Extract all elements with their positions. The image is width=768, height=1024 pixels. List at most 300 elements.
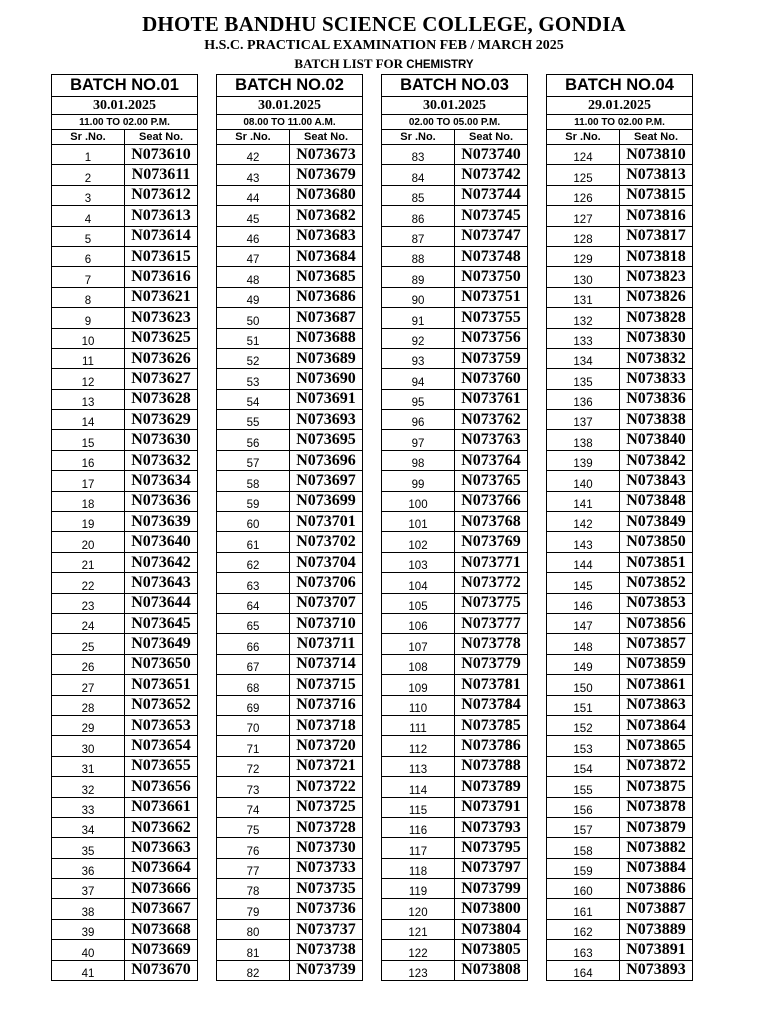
table-row bbox=[52, 410, 198, 430]
sr-no-cell: 143 bbox=[547, 532, 620, 552]
seat-no-cell: N073627 bbox=[125, 369, 198, 389]
seat-no-cell: N073848 bbox=[620, 491, 693, 511]
seat-no-cell: N073616 bbox=[125, 267, 198, 287]
seat-no-cell: N073673 bbox=[290, 145, 363, 165]
seat-no-cell: N073718 bbox=[290, 715, 363, 735]
table-row bbox=[547, 226, 693, 246]
table-row bbox=[382, 695, 528, 715]
sr-no-cell: 147 bbox=[547, 613, 620, 633]
seat-no-cell: N073642 bbox=[125, 552, 198, 572]
table-row bbox=[547, 369, 693, 389]
seat-no-cell: N073611 bbox=[125, 165, 198, 185]
seat-no-cell: N073653 bbox=[125, 715, 198, 735]
sr-no-cell: 164 bbox=[547, 960, 620, 980]
seat-no-cell: N073857 bbox=[620, 634, 693, 654]
table-row bbox=[52, 858, 198, 878]
seat-no-cell: N073775 bbox=[455, 593, 528, 613]
sr-no-cell: 103 bbox=[382, 552, 455, 572]
seat-no-cell: N073722 bbox=[290, 777, 363, 797]
table-row bbox=[52, 267, 198, 287]
table-row bbox=[217, 430, 363, 450]
sr-no-cell: 68 bbox=[217, 675, 290, 695]
table-row bbox=[382, 654, 528, 674]
table-row bbox=[217, 715, 363, 735]
table-row bbox=[52, 573, 198, 593]
table-row bbox=[547, 267, 693, 287]
seat-no-cell: N073739 bbox=[290, 960, 363, 980]
sr-no-cell: 145 bbox=[547, 573, 620, 593]
table-row bbox=[382, 613, 528, 633]
seat-no-cell: N073852 bbox=[620, 573, 693, 593]
table-row bbox=[217, 613, 363, 633]
batch-table-2 bbox=[216, 74, 363, 981]
sr-no-cell: 10 bbox=[52, 328, 125, 348]
table-row bbox=[547, 185, 693, 205]
sr-no-cell: 137 bbox=[547, 410, 620, 430]
table-row bbox=[547, 348, 693, 368]
table-row bbox=[217, 226, 363, 246]
sr-no-cell: 41 bbox=[52, 960, 125, 980]
batch-date: 29.01.2025 bbox=[547, 97, 693, 115]
seat-no-cell: N073751 bbox=[455, 287, 528, 307]
seat-no-cell: N073836 bbox=[620, 389, 693, 409]
seat-no-cell: N073632 bbox=[125, 450, 198, 470]
table-row bbox=[217, 246, 363, 266]
sr-no-cell: 11 bbox=[52, 348, 125, 368]
table-row bbox=[52, 471, 198, 491]
sr-no-cell: 99 bbox=[382, 471, 455, 491]
seat-no-cell: N073832 bbox=[620, 348, 693, 368]
table-row bbox=[52, 838, 198, 858]
batch-list-prefix: BATCH LIST FOR bbox=[294, 56, 407, 71]
sr-no-cell: 47 bbox=[217, 246, 290, 266]
sr-no-cell: 36 bbox=[52, 858, 125, 878]
sr-no-cell: 83 bbox=[382, 145, 455, 165]
seat-no-cell: N073788 bbox=[455, 756, 528, 776]
sr-no-cell: 7 bbox=[52, 267, 125, 287]
sr-no-cell: 48 bbox=[217, 267, 290, 287]
seat-no-cell: N073714 bbox=[290, 654, 363, 674]
seat-no-cell: N073750 bbox=[455, 267, 528, 287]
sr-no-cell: 82 bbox=[217, 960, 290, 980]
table-row bbox=[382, 308, 528, 328]
sr-no-cell: 87 bbox=[382, 226, 455, 246]
seat-no-cell: N073654 bbox=[125, 736, 198, 756]
table-row bbox=[52, 369, 198, 389]
table-row bbox=[217, 185, 363, 205]
seat-no-cell: N073789 bbox=[455, 777, 528, 797]
table-row bbox=[217, 899, 363, 919]
seat-no-cell: N073853 bbox=[620, 593, 693, 613]
seat-no-cell: N073764 bbox=[455, 450, 528, 470]
sr-no-cell: 160 bbox=[547, 879, 620, 899]
table-row bbox=[217, 369, 363, 389]
exam-title: H.S.C. PRACTICAL EXAMINATION FEB / MARCH 2025 bbox=[204, 38, 564, 53]
table-row bbox=[217, 573, 363, 593]
sr-no-cell: 16 bbox=[52, 450, 125, 470]
batch-date: 30.01.2025 bbox=[52, 97, 198, 115]
sr-no-cell: 96 bbox=[382, 410, 455, 430]
seat-no-cell: N073711 bbox=[290, 634, 363, 654]
sr-no-cell: 80 bbox=[217, 919, 290, 939]
table-row bbox=[382, 389, 528, 409]
seat-no-cell: N073771 bbox=[455, 552, 528, 572]
sr-no-cell: 138 bbox=[547, 430, 620, 450]
table-row bbox=[547, 389, 693, 409]
sr-no-cell: 62 bbox=[217, 552, 290, 572]
seat-no-cell: N073706 bbox=[290, 573, 363, 593]
table-row bbox=[382, 246, 528, 266]
sr-no-cell: 45 bbox=[217, 206, 290, 226]
seat-no-cell: N073613 bbox=[125, 206, 198, 226]
sr-no-cell: 22 bbox=[52, 573, 125, 593]
seat-no-cell: N073875 bbox=[620, 777, 693, 797]
table-row bbox=[52, 348, 198, 368]
sr-no-cell: 158 bbox=[547, 838, 620, 858]
sr-no-cell: 31 bbox=[52, 756, 125, 776]
batch-title: BATCH NO.01 bbox=[52, 75, 198, 97]
sr-no-cell: 63 bbox=[217, 573, 290, 593]
table-row bbox=[52, 756, 198, 776]
sr-no-cell: 153 bbox=[547, 736, 620, 756]
batch-date: 30.01.2025 bbox=[217, 97, 363, 115]
sr-no-cell: 61 bbox=[217, 532, 290, 552]
sr-no-cell: 52 bbox=[217, 348, 290, 368]
table-row bbox=[382, 715, 528, 735]
seat-no-cell: N073864 bbox=[620, 715, 693, 735]
table-row bbox=[382, 328, 528, 348]
sr-no-cell: 24 bbox=[52, 613, 125, 633]
table-row bbox=[52, 512, 198, 532]
table-row bbox=[217, 389, 363, 409]
seat-no-cell: N073747 bbox=[455, 226, 528, 246]
table-row bbox=[382, 634, 528, 654]
table-row bbox=[547, 879, 693, 899]
table-row bbox=[547, 634, 693, 654]
table-row bbox=[547, 532, 693, 552]
table-row bbox=[217, 491, 363, 511]
seat-no-cell: N073779 bbox=[455, 654, 528, 674]
seat-no-cell: N073808 bbox=[455, 960, 528, 980]
seat-no-cell: N073704 bbox=[290, 552, 363, 572]
batch-time: 02.00 TO 05.00 P.M. bbox=[382, 115, 528, 130]
seat-no-cell: N073625 bbox=[125, 328, 198, 348]
table-row bbox=[217, 450, 363, 470]
seat-no-cell: N073725 bbox=[290, 797, 363, 817]
sr-no-cell: 111 bbox=[382, 715, 455, 735]
table-row bbox=[547, 940, 693, 960]
seat-no-cell: N073856 bbox=[620, 613, 693, 633]
table-row bbox=[547, 675, 693, 695]
seat-no-cell: N073886 bbox=[620, 879, 693, 899]
sr-no-cell: 144 bbox=[547, 552, 620, 572]
seat-no-cell: N073645 bbox=[125, 613, 198, 633]
sr-no-cell: 4 bbox=[52, 206, 125, 226]
table-row bbox=[52, 593, 198, 613]
table-row bbox=[217, 206, 363, 226]
sr-no-cell: 85 bbox=[382, 185, 455, 205]
seat-no-cell: N073629 bbox=[125, 410, 198, 430]
batch-time: 08.00 TO 11.00 A.M. bbox=[217, 115, 363, 130]
sr-no-cell: 86 bbox=[382, 206, 455, 226]
sr-no-cell: 110 bbox=[382, 695, 455, 715]
batch-date: 30.01.2025 bbox=[382, 97, 528, 115]
sr-no-cell: 25 bbox=[52, 634, 125, 654]
seat-no-cell: N073621 bbox=[125, 287, 198, 307]
seat-no-cell: N073699 bbox=[290, 491, 363, 511]
sr-no-cell: 9 bbox=[52, 308, 125, 328]
seat-no-cell: N073760 bbox=[455, 369, 528, 389]
table-row bbox=[52, 940, 198, 960]
sr-no-cell: 88 bbox=[382, 246, 455, 266]
table-row bbox=[217, 165, 363, 185]
seat-no-cell: N073813 bbox=[620, 165, 693, 185]
seat-no-cell: N073640 bbox=[125, 532, 198, 552]
table-row bbox=[217, 410, 363, 430]
seat-no-cell: N073630 bbox=[125, 430, 198, 450]
sr-no-cell: 74 bbox=[217, 797, 290, 817]
sr-no-cell: 136 bbox=[547, 389, 620, 409]
seat-no-cell: N073799 bbox=[455, 879, 528, 899]
sr-no-cell: 101 bbox=[382, 512, 455, 532]
table-row bbox=[547, 899, 693, 919]
table-row bbox=[547, 246, 693, 266]
sr-no-cell: 78 bbox=[217, 879, 290, 899]
sr-no-cell: 60 bbox=[217, 512, 290, 532]
seat-no-cell: N073639 bbox=[125, 512, 198, 532]
sr-no-cell: 91 bbox=[382, 308, 455, 328]
table-row bbox=[217, 919, 363, 939]
table-row bbox=[217, 675, 363, 695]
table-row bbox=[52, 919, 198, 939]
sr-no-cell: 104 bbox=[382, 573, 455, 593]
table-row bbox=[52, 797, 198, 817]
seat-no-cell: N073626 bbox=[125, 348, 198, 368]
seat-no-cell: N073797 bbox=[455, 858, 528, 878]
subject-name: CHEMISTRY bbox=[406, 59, 474, 71]
sr-no-cell: 100 bbox=[382, 491, 455, 511]
sr-no-cell: 77 bbox=[217, 858, 290, 878]
seat-no-cell: N073728 bbox=[290, 817, 363, 837]
sr-no-cell: 71 bbox=[217, 736, 290, 756]
seat-no-cell: N073667 bbox=[125, 899, 198, 919]
table-row bbox=[382, 369, 528, 389]
seat-no-cell: N073737 bbox=[290, 919, 363, 939]
table-row bbox=[547, 410, 693, 430]
seat-no-cell: N073695 bbox=[290, 430, 363, 450]
table-row bbox=[382, 410, 528, 430]
table-row bbox=[52, 695, 198, 715]
seat-no-cell: N073651 bbox=[125, 675, 198, 695]
sr-no-cell: 69 bbox=[217, 695, 290, 715]
table-row bbox=[52, 634, 198, 654]
sr-no-cell: 13 bbox=[52, 389, 125, 409]
sr-no-cell: 58 bbox=[217, 471, 290, 491]
seat-no-cell: N073636 bbox=[125, 491, 198, 511]
table-row bbox=[382, 185, 528, 205]
batch-list-title bbox=[0, 56, 768, 72]
table-row bbox=[52, 715, 198, 735]
sr-no-cell: 23 bbox=[52, 593, 125, 613]
sr-no-cell: 126 bbox=[547, 185, 620, 205]
sr-no-cell: 75 bbox=[217, 817, 290, 837]
table-row bbox=[52, 552, 198, 572]
seat-no-cell: N073663 bbox=[125, 838, 198, 858]
seat-no-cell: N073615 bbox=[125, 246, 198, 266]
seat-no-cell: N073823 bbox=[620, 267, 693, 287]
sr-no-cell: 146 bbox=[547, 593, 620, 613]
sr-no-cell: 159 bbox=[547, 858, 620, 878]
seat-no-cell: N073680 bbox=[290, 185, 363, 205]
seat-no-cell: N073707 bbox=[290, 593, 363, 613]
sr-no-cell: 27 bbox=[52, 675, 125, 695]
sr-no-cell: 157 bbox=[547, 817, 620, 837]
sr-no-cell: 92 bbox=[382, 328, 455, 348]
seat-no-cell: N073884 bbox=[620, 858, 693, 878]
batch-table-3 bbox=[381, 74, 528, 981]
seat-no-cell: N073785 bbox=[455, 715, 528, 735]
sr-no-cell: 29 bbox=[52, 715, 125, 735]
batch-title: BATCH NO.04 bbox=[547, 75, 693, 97]
table-row bbox=[547, 573, 693, 593]
table-row bbox=[547, 308, 693, 328]
table-row bbox=[52, 226, 198, 246]
sr-no-cell: 107 bbox=[382, 634, 455, 654]
seat-no-cell: N073755 bbox=[455, 308, 528, 328]
table-row bbox=[547, 736, 693, 756]
sr-no-cell: 21 bbox=[52, 552, 125, 572]
table-row bbox=[217, 552, 363, 572]
table-row bbox=[382, 512, 528, 532]
table-row bbox=[382, 491, 528, 511]
sr-no-cell: 161 bbox=[547, 899, 620, 919]
table-row bbox=[52, 777, 198, 797]
seat-no-cell: N073652 bbox=[125, 695, 198, 715]
sr-no-cell: 43 bbox=[217, 165, 290, 185]
seat-no-cell: N073685 bbox=[290, 267, 363, 287]
sr-no-cell: 18 bbox=[52, 491, 125, 511]
seat-no-cell: N073666 bbox=[125, 879, 198, 899]
sr-no-cell: 123 bbox=[382, 960, 455, 980]
seat-no-cell: N073689 bbox=[290, 348, 363, 368]
sr-no-cell: 102 bbox=[382, 532, 455, 552]
seat-no-cell: N073765 bbox=[455, 471, 528, 491]
seat-no-cell: N073682 bbox=[290, 206, 363, 226]
table-row bbox=[382, 736, 528, 756]
sr-no-cell: 15 bbox=[52, 430, 125, 450]
table-row bbox=[547, 777, 693, 797]
table-row bbox=[217, 145, 363, 165]
seat-no-cell: N073804 bbox=[455, 919, 528, 939]
table-row bbox=[382, 960, 528, 980]
table-row bbox=[52, 308, 198, 328]
seat-no-cell: N073693 bbox=[290, 410, 363, 430]
sr-no-cell: 149 bbox=[547, 654, 620, 674]
sr-no-cell: 33 bbox=[52, 797, 125, 817]
sr-no-cell: 57 bbox=[217, 450, 290, 470]
table-row bbox=[52, 185, 198, 205]
table-row bbox=[217, 512, 363, 532]
table-row bbox=[382, 858, 528, 878]
sr-no-cell: 122 bbox=[382, 940, 455, 960]
table-row bbox=[547, 838, 693, 858]
table-row bbox=[382, 838, 528, 858]
seat-no-cell: N073784 bbox=[455, 695, 528, 715]
seat-no-cell: N073696 bbox=[290, 450, 363, 470]
table-row bbox=[217, 838, 363, 858]
seat-no-cell: N073721 bbox=[290, 756, 363, 776]
seat-no-cell: N073761 bbox=[455, 389, 528, 409]
seat-no-header: Seat No. bbox=[620, 130, 693, 145]
sr-no-cell: 119 bbox=[382, 879, 455, 899]
seat-no-cell: N073793 bbox=[455, 817, 528, 837]
sr-no-cell: 1 bbox=[52, 145, 125, 165]
seat-no-cell: N073840 bbox=[620, 430, 693, 450]
batch-table bbox=[216, 74, 363, 981]
table-row bbox=[547, 695, 693, 715]
sr-no-cell: 131 bbox=[547, 287, 620, 307]
table-row bbox=[547, 797, 693, 817]
seat-no-cell: N073768 bbox=[455, 512, 528, 532]
seat-no-cell: N073893 bbox=[620, 960, 693, 980]
seat-no-cell: N073759 bbox=[455, 348, 528, 368]
seat-no-cell: N073623 bbox=[125, 308, 198, 328]
sr-no-cell: 5 bbox=[52, 226, 125, 246]
seat-no-header: Seat No. bbox=[125, 130, 198, 145]
seat-no-cell: N073610 bbox=[125, 145, 198, 165]
seat-no-cell: N073828 bbox=[620, 308, 693, 328]
table-row bbox=[547, 960, 693, 980]
sr-no-cell: 142 bbox=[547, 512, 620, 532]
table-row bbox=[52, 532, 198, 552]
sr-no-cell: 8 bbox=[52, 287, 125, 307]
table-row bbox=[382, 940, 528, 960]
seat-no-cell: N073772 bbox=[455, 573, 528, 593]
seat-no-cell: N073643 bbox=[125, 573, 198, 593]
table-row bbox=[52, 246, 198, 266]
sr-no-cell: 141 bbox=[547, 491, 620, 511]
seat-no-cell: N073730 bbox=[290, 838, 363, 858]
table-row bbox=[382, 165, 528, 185]
table-row bbox=[382, 879, 528, 899]
college-name: DHOTE BANDHU SCIENCE COLLEGE, GONDIA bbox=[142, 12, 626, 36]
sr-no-cell: 46 bbox=[217, 226, 290, 246]
sr-no-cell: 70 bbox=[217, 715, 290, 735]
sr-no-cell: 6 bbox=[52, 246, 125, 266]
table-row bbox=[382, 430, 528, 450]
table-row bbox=[382, 450, 528, 470]
batch-table-4 bbox=[546, 74, 693, 981]
sr-no-cell: 140 bbox=[547, 471, 620, 491]
seat-no-cell: N073882 bbox=[620, 838, 693, 858]
sr-no-cell: 97 bbox=[382, 430, 455, 450]
sr-no-cell: 139 bbox=[547, 450, 620, 470]
seat-no-cell: N073887 bbox=[620, 899, 693, 919]
seat-no-cell: N073766 bbox=[455, 491, 528, 511]
seat-no-cell: N073838 bbox=[620, 410, 693, 430]
sr-no-cell: 65 bbox=[217, 613, 290, 633]
seat-no-cell: N073684 bbox=[290, 246, 363, 266]
sr-no-header: Sr .No. bbox=[52, 130, 125, 145]
table-row bbox=[217, 308, 363, 328]
table-row bbox=[382, 777, 528, 797]
table-row bbox=[52, 430, 198, 450]
sr-no-cell: 12 bbox=[52, 369, 125, 389]
batch-title: BATCH NO.02 bbox=[217, 75, 363, 97]
table-row bbox=[217, 960, 363, 980]
seat-no-cell: N073830 bbox=[620, 328, 693, 348]
sr-no-cell: 120 bbox=[382, 899, 455, 919]
